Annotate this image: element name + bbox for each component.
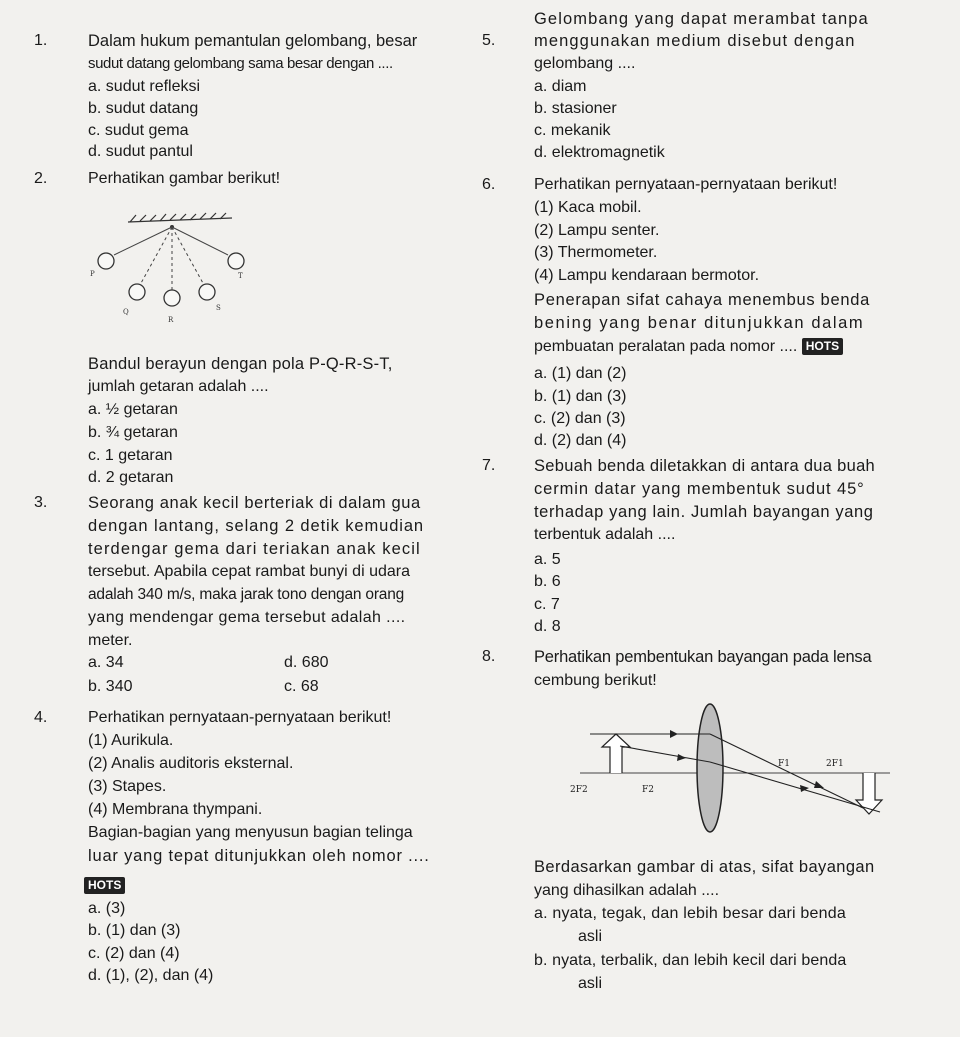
option-a-continued: asli [578, 928, 603, 945]
statement-3: (3) Thermometer. [534, 244, 658, 261]
option-c: c. mekanik [534, 122, 611, 139]
bob-p [98, 253, 114, 269]
option-d: d. (1), (2), dan (4) [88, 967, 214, 984]
statement-2: (2) Analis auditoris eksternal. [88, 755, 294, 772]
question-text-line: Perhatikan pembentukan bayangan pada lensa [534, 648, 872, 666]
option-a: a. 34 [88, 654, 124, 671]
option-a: a. (1) dan (2) [534, 365, 627, 382]
statement-2: (2) Lampu senter. [534, 222, 660, 239]
question-text-line: gelombang .... [534, 55, 636, 72]
question-number: 2. [34, 170, 48, 187]
question-text-line: Bandul berayun dengan pola P-Q-R-S-T, [88, 355, 393, 373]
question-text-line: Berdasarkan gambar di atas, sifat bayangan [534, 858, 875, 876]
option-c: c. sudut gema [88, 122, 189, 139]
option-a: a. nyata, tegak, dan lebih besar dari benda [534, 905, 846, 922]
option-d: d. 680 [284, 654, 329, 671]
option-c: c. 68 [284, 678, 319, 695]
question-text-line: dengan lantang, selang 2 detik kemudian [88, 517, 424, 535]
statement-4: (4) Membrana thympani. [88, 801, 263, 818]
question-text-line: meter. [88, 632, 133, 649]
label-s: S [216, 304, 221, 312]
question-text-line: Bagian-bagian yang menyusun bagian telinga [88, 824, 413, 841]
option-b: b. ¾ getaran [88, 424, 178, 441]
option-b: b. (1) dan (3) [534, 388, 627, 405]
question-intro: Perhatikan pernyataan-pernyataan berikut! [88, 709, 392, 726]
hots-badge: HOTS [802, 338, 843, 355]
question-text-line: adalah 340 m/s, maka jarak tono dengan orang [88, 586, 405, 603]
question-text-line: terbentuk adalah .... [534, 526, 676, 543]
bob-r [164, 290, 180, 306]
question-text-line: sudut datang gelombang sama besar dengan .... [88, 55, 393, 72]
question-text-line: Penerapan sifat cahaya menembus benda [534, 291, 870, 309]
option-b: b. stasioner [534, 100, 617, 117]
question-text-line: jumlah getaran adalah .... [88, 378, 269, 395]
hots-badge: HOTS [84, 876, 125, 896]
pendulum-figure [80, 210, 250, 335]
question-text-line: tersebut. Apabila cepat rambat bunyi di udara [88, 563, 410, 580]
object-arrow [602, 734, 630, 773]
label-q: Q [123, 308, 129, 316]
option-a: a. (3) [88, 900, 126, 917]
question-intro: Perhatikan gambar berikut! [88, 170, 281, 187]
question-text-line: Sebuah benda diletakkan di antara dua buah [534, 457, 876, 475]
image-arrow [856, 773, 882, 814]
question-text-line: Gelombang yang dapat merambat tanpa [534, 10, 869, 28]
question-text: pembuatan peralatan pada nomor .... [534, 338, 798, 355]
convex-lens [697, 704, 723, 832]
option-a: a. sudut refleksi [88, 78, 201, 95]
label-2f1: 2F1 [826, 759, 844, 769]
statement-1: (1) Aurikula. [88, 732, 174, 749]
statement-4: (4) Lampu kendaraan bermotor. [534, 267, 760, 284]
question-text-line: yang dihasilkan adalah .... [534, 882, 720, 899]
option-a: a. ½ getaran [88, 401, 178, 418]
label-2f2: 2F2 [570, 785, 588, 795]
question-number: 8. [482, 648, 496, 665]
option-b: b. nyata, terbalik, dan lebih kecil dari benda [534, 952, 847, 969]
label-p: P [90, 270, 95, 278]
option-b-continued: asli [578, 975, 603, 992]
ceiling-hatch [128, 213, 232, 222]
question-text-line: terdengar gema dari teriakan anak kecil [88, 540, 421, 558]
statement-3: (3) Stapes. [88, 778, 167, 795]
question-number: 6. [482, 176, 496, 193]
statement-1: (1) Kaca mobil. [534, 199, 642, 216]
label-f1: F1 [778, 759, 790, 769]
question-number: 1. [34, 32, 48, 49]
bob-t [228, 253, 244, 269]
question-text-line: Seorang anak kecil berteriak di dalam gua [88, 494, 421, 512]
bob-s [199, 284, 215, 300]
question-number: 3. [34, 494, 48, 511]
option-d: d. elektromagnetik [534, 144, 665, 161]
question-text-line: menggunakan medium disebut dengan [534, 32, 856, 50]
option-c: c. (2) dan (3) [534, 410, 626, 427]
question-text-line: bening yang benar ditunjukkan dalam [534, 314, 865, 332]
option-d: d. sudut pantul [88, 143, 193, 160]
option-c: c. 7 [534, 596, 560, 613]
option-b: b. 340 [88, 678, 133, 695]
question-number: 4. [34, 709, 48, 726]
option-a: a. 5 [534, 551, 561, 568]
question-intro: Perhatikan pernyataan-pernyataan berikut! [534, 176, 838, 193]
question-text-line: Dalam hukum pemantulan gelombang, besar [88, 32, 418, 50]
option-b: b. (1) dan (3) [88, 922, 181, 939]
question-text-line: luar yang tepat ditunjukkan oleh nomor .... [88, 847, 430, 865]
option-c: c. 1 getaran [88, 447, 173, 464]
bob-q [129, 284, 145, 300]
question-number: 5. [482, 32, 496, 49]
option-b: b. sudut datang [88, 100, 199, 117]
question-text-line: cembung berikut! [534, 672, 657, 689]
option-d: d. (2) dan (4) [534, 432, 627, 449]
question-number: 7. [482, 457, 496, 474]
option-c: c. (2) dan (4) [88, 945, 180, 962]
question-text-line: terhadap yang lain. Jumlah bayangan yang [534, 503, 874, 521]
option-d: d. 2 getaran [88, 469, 174, 486]
question-text-line [534, 337, 843, 357]
question-text-line: yang mendengar gema tersebut adalah .... [88, 609, 406, 626]
option-d: d. 8 [534, 618, 561, 635]
option-a: a. diam [534, 78, 587, 95]
label-r: R [168, 316, 174, 324]
label-t: T [238, 272, 243, 280]
option-b: b. 6 [534, 573, 561, 590]
question-text-line: cermin datar yang membentuk sudut 45° [534, 480, 865, 498]
convex-lens-figure [560, 700, 900, 838]
label-f2: F2 [642, 785, 654, 795]
